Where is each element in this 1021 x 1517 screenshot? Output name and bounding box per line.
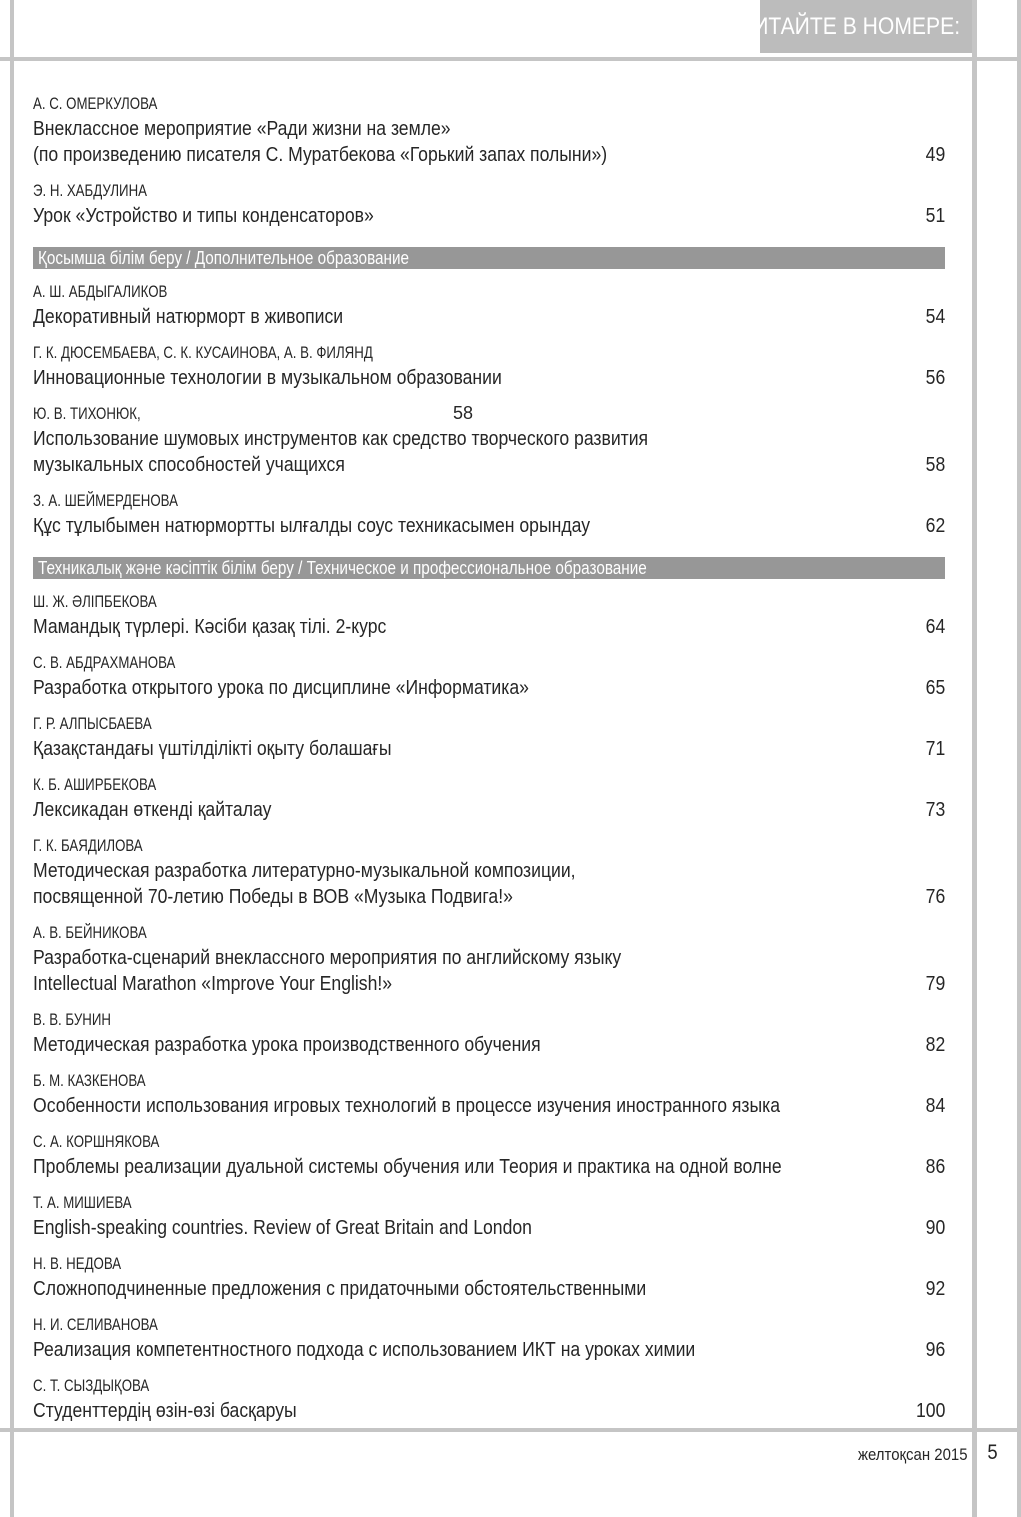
entry-author: Г. К. БАЯДИЛОВА — [33, 836, 143, 855]
entry-title: Мамандық түрлері. Кәсіби қазақ тілі. 2-курс — [33, 616, 387, 638]
entry-author: Ю. В. ТИХОНЮК, 58 — [33, 403, 474, 423]
page-edge-line — [1017, 0, 1021, 1517]
entry-page-number: 92 — [925, 1278, 945, 1300]
toc-entry — [33, 1011, 945, 1058]
entry-title: Урок «Устройство и типы конденсаторов» — [33, 205, 374, 227]
entry-title: Методическая разработка литературно-музыкальной композиции, посвященной 70-летию Победы в ВОВ «Музыка Подвига!» — [33, 860, 576, 908]
entry-page-number: 73 — [925, 799, 945, 821]
entry-title-row — [33, 858, 945, 910]
entry-title: Разработка-сценарий внеклассного мероприятия по английскому языку Intellectual Marathon «Improve Your English!» — [33, 947, 622, 995]
entry-page-number: 54 — [925, 306, 945, 328]
entry-title-row — [33, 1215, 945, 1241]
entry-page-number: 71 — [925, 738, 945, 760]
toc-entry — [33, 492, 945, 539]
entry-title-row — [33, 116, 945, 168]
entry-author: Н. И. СЕЛИВАНОВА — [33, 1315, 158, 1334]
entry-author: А. В. БЕЙНИКОВА — [33, 923, 147, 942]
entry-title: Құс тұлыбымен натюрмортты ылғалды соус техникасымен орындау — [33, 515, 591, 537]
entry-title: Методическая разработка урока производственного обучения — [33, 1034, 541, 1056]
right-border-line — [972, 0, 977, 1517]
entry-title-row — [33, 513, 945, 539]
entry-page-number: 96 — [925, 1339, 945, 1361]
entry-page-number: 82 — [925, 1034, 945, 1056]
toc-entry — [33, 654, 945, 701]
entry-author: А. Ш. АБДЫГАЛИКОВ — [33, 282, 168, 301]
entry-page-number: 86 — [925, 1156, 945, 1178]
toc-entry — [33, 405, 945, 478]
entry-page-number: 51 — [925, 205, 945, 227]
entry-title: English-speaking countries. Review of Great Britain and London — [33, 1217, 532, 1239]
toc-entry — [33, 283, 945, 330]
entry-title: Особенности использования игровых технологий в процессе изучения иностранного языка — [33, 1095, 781, 1117]
toc-entry — [33, 1133, 945, 1180]
entry-title: Декоративный натюрморт в живописи — [33, 306, 344, 328]
entry-author: З. А. ШЕЙМЕРДЕНОВА — [33, 491, 178, 510]
entry-title-row — [33, 675, 945, 701]
entry-page-number: 79 — [925, 973, 945, 995]
entry-title: Проблемы реализации дуальной системы обучения или Теория и практика на одной волне — [33, 1156, 782, 1178]
entry-author: Г. К. ДЮСЕМБАЕВА, С. К. КУСАИНОВА, А. В. ФИЛЯНД — [33, 343, 373, 362]
toc-entry — [33, 1316, 945, 1363]
entry-title-row — [33, 304, 945, 330]
entry-author: Т. А. МИШИЕВА — [33, 1193, 132, 1212]
left-border-line — [10, 0, 14, 1517]
entry-page-number: 49 — [925, 144, 945, 166]
entry-title-row — [33, 1276, 945, 1302]
toc-entry — [33, 1072, 945, 1119]
toc-entry — [33, 182, 945, 229]
entry-author: В. В. БУНИН — [33, 1010, 111, 1029]
entry-title-row — [33, 1398, 945, 1424]
stray-page-number: 58 — [453, 403, 474, 423]
toc-entry — [33, 837, 945, 910]
entry-page-number: 84 — [925, 1095, 945, 1117]
section-band: Қосымша білім беру / Дополнительное образование — [33, 247, 945, 269]
entry-page-number: 62 — [925, 515, 945, 537]
entry-title: Разработка открытого урока по дисциплине «Информатика» — [33, 677, 529, 699]
entry-page-number: 64 — [925, 616, 945, 638]
entry-title-row — [33, 797, 945, 823]
bottom-rule-line — [0, 1428, 1021, 1432]
toc-entry — [33, 1377, 945, 1424]
toc-entry — [33, 1194, 945, 1241]
toc-entry — [33, 344, 945, 391]
issue-date: желтоқсан 2015 — [858, 1445, 968, 1464]
entry-author: Н. В. НЕДОВА — [33, 1254, 122, 1273]
toc-entry — [33, 924, 945, 997]
entry-title-row — [33, 1093, 945, 1119]
entry-page-number: 90 — [925, 1217, 945, 1239]
entry-title-row — [33, 426, 945, 478]
entry-page-number: 76 — [925, 886, 945, 908]
entry-title: Использование шумовых инструментов как средство творческого развития музыкальных способностей учащихся — [33, 428, 649, 476]
entry-title-row — [33, 1154, 945, 1180]
banner-label: ЧИТАЙТЕ В НОМЕРЕ: — [739, 12, 960, 40]
entry-author: Ш. Ж. ӘЛІПБЕКОВА — [33, 592, 157, 611]
read-in-issue-banner — [739, 0, 972, 53]
entry-title: Студенттердің өзін-өзі басқаруы — [33, 1400, 297, 1422]
entry-author: К. Б. АШИРБЕКОВА — [33, 775, 157, 794]
toc-entry — [33, 715, 945, 762]
entry-page-number: 58 — [925, 454, 945, 476]
entry-title: Лексикадан өткенді қайталау — [33, 799, 272, 821]
entry-title: Қазақстандағы үштілділікті оқыту болашағы — [33, 738, 392, 760]
entry-author: А. С. ОМЕРКУЛОВА — [33, 94, 158, 113]
entry-page-number: 100 — [915, 1400, 945, 1422]
entry-title-row — [33, 1337, 945, 1363]
toc-entry — [33, 593, 945, 640]
entry-title-row — [33, 365, 945, 391]
entry-author: С. А. КОРШНЯКОВА — [33, 1132, 160, 1151]
entry-title: Инновационные технологии в музыкальном образовании — [33, 367, 502, 389]
entry-title-row — [33, 614, 945, 640]
section-band: Техникалық және кәсіптік білім беру / Техническое и профессиональное образование — [33, 557, 945, 579]
entry-title-row — [33, 945, 945, 997]
entry-title-row — [33, 203, 945, 229]
entry-author: Г. Р. АЛПЫСБАЕВА — [33, 714, 152, 733]
entry-title: Внеклассное мероприятие «Ради жизни на земле» (по произведению писателя С. Муратбекова «Горький запах полыни») — [33, 118, 608, 166]
toc-entry — [33, 1255, 945, 1302]
entry-page-number: 65 — [925, 677, 945, 699]
toc-entry — [33, 95, 945, 168]
toc-content — [33, 60, 945, 1424]
entry-title: Реализация компетентностного подхода с использованием ИКТ на уроках химии — [33, 1339, 696, 1361]
toc-entry — [33, 776, 945, 823]
entry-author: С. Т. СЫЗДЫҚОВА — [33, 1376, 150, 1395]
entry-author: Б. М. КАЗКЕНОВА — [33, 1071, 146, 1090]
entry-title-row — [33, 736, 945, 762]
entry-author: Э. Н. ХАБДУЛИНА — [33, 181, 148, 200]
folio-page-number: 5 — [987, 1441, 998, 1464]
entry-page-number: 56 — [925, 367, 945, 389]
entry-title-row — [33, 1032, 945, 1058]
entry-title: Сложноподчиненные предложения с придаточными обстоятельственными — [33, 1278, 647, 1300]
entry-author: С. В. АБДРАХМАНОВА — [33, 653, 176, 672]
